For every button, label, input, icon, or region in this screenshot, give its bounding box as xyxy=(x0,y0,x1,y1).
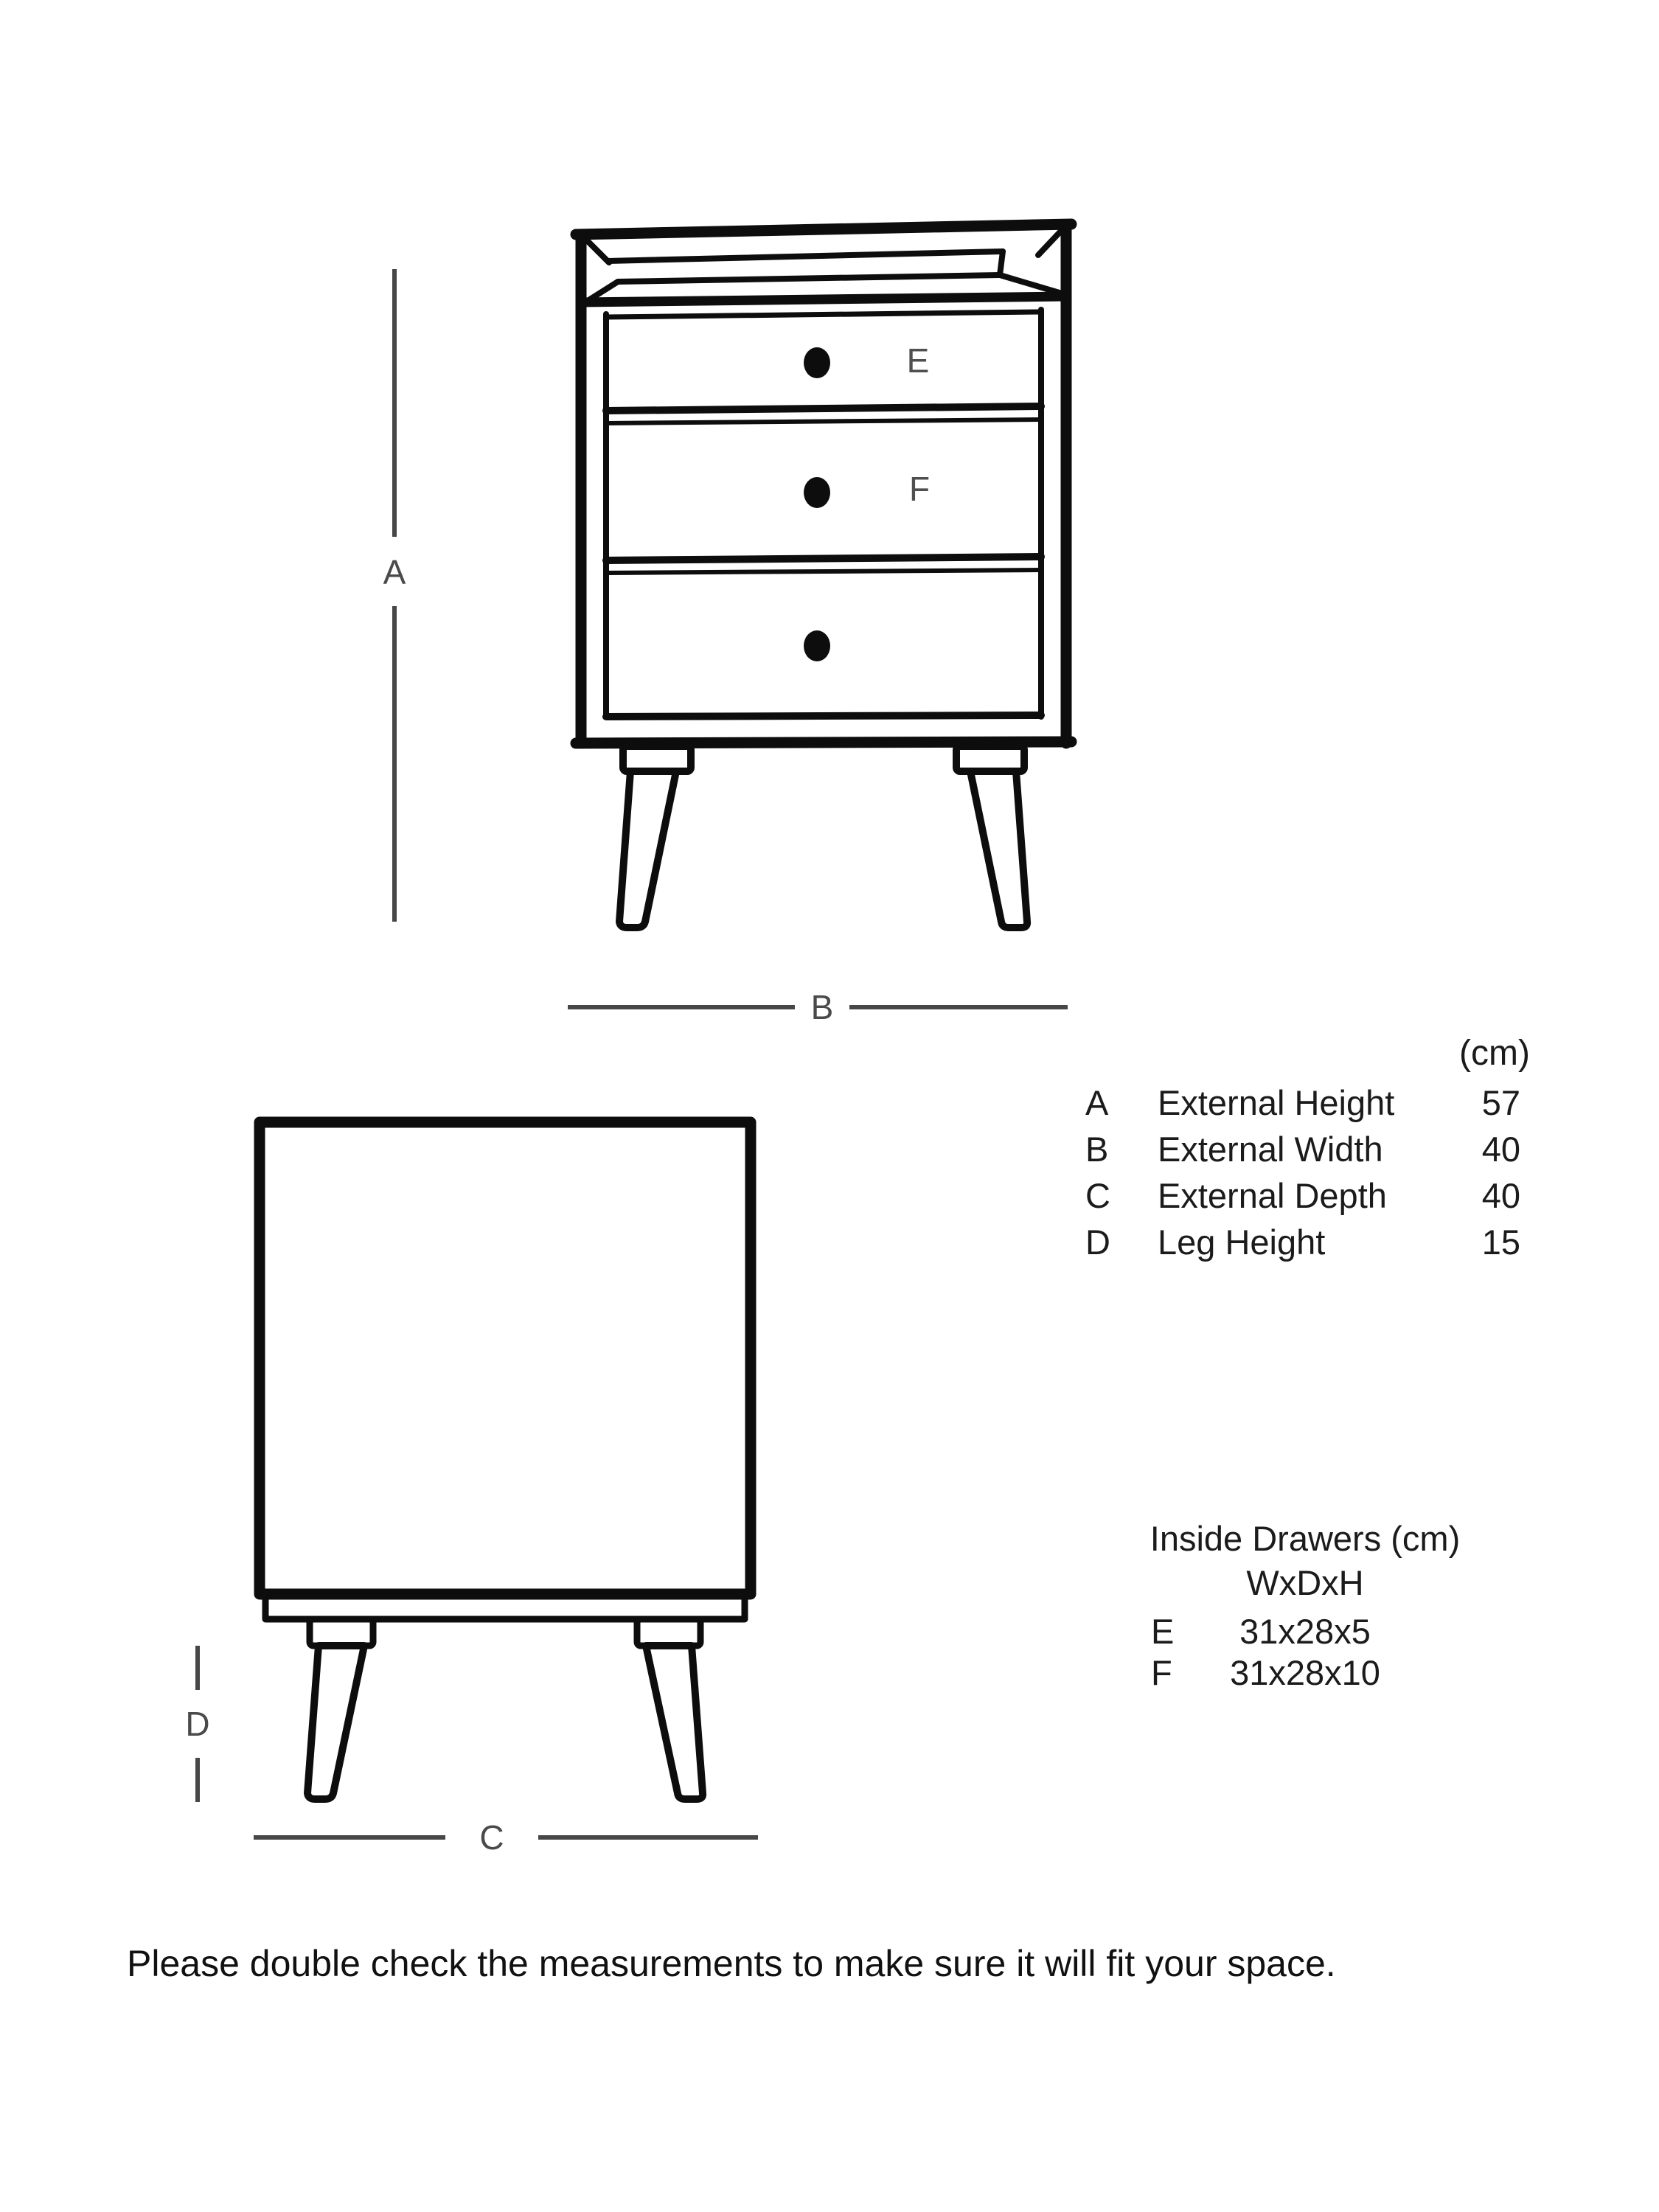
drawer-separator-1 xyxy=(606,406,1041,411)
side-left-leg xyxy=(307,1646,364,1799)
row-value: 31x28x5 xyxy=(1239,1612,1371,1651)
row-key: B xyxy=(1085,1130,1109,1169)
cabinet-top-inner-edge xyxy=(606,312,1041,317)
cabinet-bottom-inner-edge xyxy=(606,715,1041,717)
inside-drawers-dims-header: WxDxH xyxy=(1246,1563,1364,1602)
dim-label-b: B xyxy=(810,988,834,1026)
drawer-e-knob xyxy=(804,347,830,378)
front-right-leg-block xyxy=(956,746,1024,771)
table-row xyxy=(1054,1610,1556,1653)
drawer-separator-2-inner xyxy=(606,570,1041,573)
side-right-leg-block xyxy=(637,1619,700,1646)
tray-floor-edge xyxy=(618,275,1000,282)
row-label: Leg Height xyxy=(1158,1222,1326,1262)
unit-header: (cm) xyxy=(1459,1034,1530,1073)
drawer-separator-1-inner xyxy=(606,420,1041,423)
front-view-drawing xyxy=(576,224,1071,928)
tray-right-rail-post xyxy=(1000,251,1003,275)
row-value: 57 xyxy=(1481,1083,1520,1122)
row-value: 40 xyxy=(1481,1130,1520,1169)
tray-left-corner xyxy=(584,237,609,262)
dim-label-d: D xyxy=(185,1705,210,1743)
table-row xyxy=(1085,1221,1520,1264)
row-label: External Height xyxy=(1158,1083,1395,1122)
row-key: E xyxy=(1151,1612,1175,1651)
row-label: External Width xyxy=(1158,1130,1383,1169)
row-label: External Depth xyxy=(1158,1176,1387,1215)
drawer-bottom-knob xyxy=(804,630,830,661)
tray-back-inner-edge xyxy=(608,251,1003,261)
table-row xyxy=(1085,1082,1520,1124)
dim-label-a: A xyxy=(383,553,406,591)
tray-back-top-edge xyxy=(576,224,1071,234)
side-panel xyxy=(260,1122,751,1594)
tray-right-corner xyxy=(1038,229,1063,255)
cabinet-top-edge xyxy=(581,296,1066,302)
row-value: 15 xyxy=(1481,1222,1520,1262)
front-left-leg-block xyxy=(623,746,691,771)
row-value: 40 xyxy=(1481,1176,1520,1215)
table-row xyxy=(1085,1128,1520,1171)
drawer-label-e: E xyxy=(906,341,930,380)
row-value: 31x28x10 xyxy=(1230,1653,1380,1692)
table-row xyxy=(1054,1652,1556,1694)
table-row xyxy=(1085,1175,1520,1217)
inside-drawers-title: Inside Drawers (cm) xyxy=(1150,1519,1461,1558)
row-key: F xyxy=(1151,1653,1172,1692)
drawer-label-f: F xyxy=(908,470,931,508)
tray-left-front-corner xyxy=(590,282,618,299)
row-key: C xyxy=(1085,1176,1110,1215)
tray-right-front-corner xyxy=(1000,275,1062,293)
measurement-disclaimer-note: Please double check the measurements to make sure it will fit your space. xyxy=(127,1943,1336,1984)
front-right-leg xyxy=(970,771,1027,928)
front-left-leg xyxy=(619,771,676,928)
side-left-leg-block xyxy=(310,1619,373,1646)
row-key: A xyxy=(1085,1083,1109,1122)
row-key: D xyxy=(1085,1222,1110,1262)
dim-label-c: C xyxy=(479,1818,504,1857)
side-right-leg xyxy=(646,1646,703,1799)
drawer-f-knob xyxy=(804,477,830,508)
drawer-separator-2 xyxy=(606,557,1041,560)
side-view-drawing xyxy=(260,1122,751,1799)
